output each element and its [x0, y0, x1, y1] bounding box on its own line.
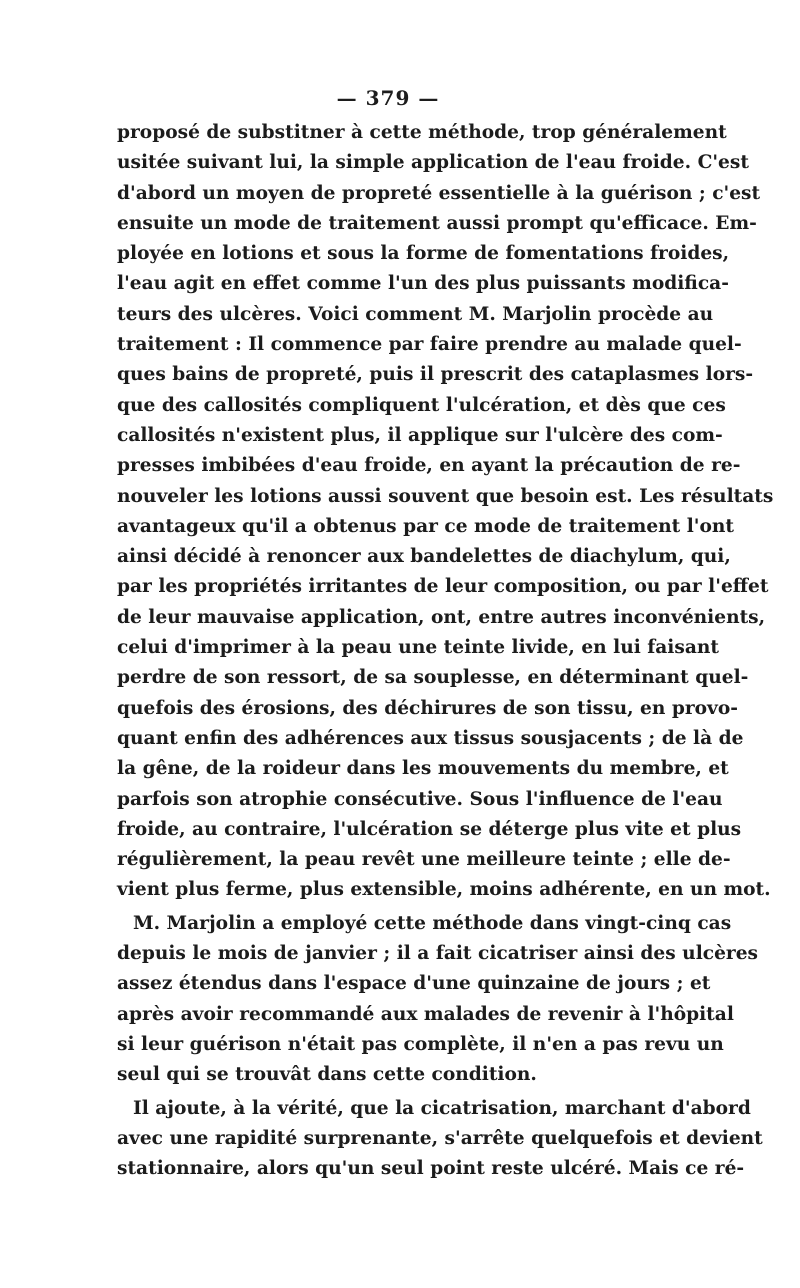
text-line: vient plus ferme, plus extensible, moins adhérente, en un mot.: [117, 879, 771, 901]
text-line: avantageux qu'il a obtenus par ce mode de traitement l'ont: [117, 515, 734, 537]
text-line: celui d'imprimer à la peau une teinte livide, en lui faisant: [117, 637, 719, 659]
text-line: stationnaire, alors qu'un seul point reste ulcéré. Mais ce ré-: [117, 1158, 745, 1180]
text-line: la gêne, de la roideur dans les mouvements du membre, et: [117, 758, 729, 780]
paragraph: [117, 909, 759, 1091]
text-line: avec une rapidité surprenante, s'arrête quelquefois et devient: [117, 1127, 763, 1149]
text-line: depuis le mois de janvier ; il a fait cicatriser ainsi des ulcères: [117, 943, 759, 965]
text-line: traitement : Il commence par faire prendre au malade quel-: [117, 334, 742, 356]
text-line: l'eau agit en effet comme l'un des plus puissants modifica-: [117, 273, 729, 295]
text-line: seul qui se trouvât dans cette condition.: [117, 1064, 537, 1086]
text-line: ques bains de propreté, puis il prescrit des cataplasmes lors-: [117, 364, 754, 386]
text-line: ensuite un mode de traitement aussi prompt qu'efficace. Em-: [117, 212, 757, 234]
body-text: [117, 118, 774, 1184]
text-line: quefois des érosions, des déchirures de son tissu, en provo-: [117, 697, 738, 719]
page-number: — 379 —: [336, 86, 440, 110]
text-line: M. Marjolin a employé cette méthode dans vingt-cinq cas: [133, 912, 732, 934]
text-line: que des callosités compliquent l'ulcération, et dès que ces: [117, 394, 726, 416]
text-line: de leur mauvaise application, ont, entre autres inconvénients,: [117, 606, 766, 628]
text-line: teurs des ulcères. Voici comment M. Marjolin procède au: [117, 303, 714, 325]
text-line: proposé de substitner à cette méthode, trop généralement: [117, 122, 727, 143]
text-line: si leur guérison n'était pas complète, il n'en a pas revu un: [117, 1033, 724, 1055]
text-line: par les propriétés irritantes de leur composition, ou par l'effet: [117, 576, 769, 598]
text-line: usitée suivant lui, la simple application de l'eau froide. C'est: [117, 152, 749, 174]
text-line: froide, au contraire, l'ulcération se déterge plus vite et plus: [117, 818, 742, 840]
text-line: ainsi décidé à renoncer aux bandelettes de diachylum, qui,: [117, 546, 731, 568]
text-line: parfois son atrophie consécutive. Sous l'influence de l'eau: [117, 788, 723, 810]
text-line: d'abord un moyen de propreté essentielle à la guérison ; c'est: [117, 182, 761, 204]
text-line: Il ajoute, à la vérité, que la cicatrisation, marchant d'abord: [133, 1097, 751, 1119]
text-line: quant enfin des adhérences aux tissus sousjacents ; de là de: [117, 727, 744, 749]
text-line: perdre de son ressort, de sa souplesse, en déterminant quel-: [117, 667, 749, 689]
text-line: callosités n'existent plus, il applique sur l'ulcère des com-: [117, 424, 723, 446]
text-line: nouveler les lotions aussi souvent que besoin est. Les résultats: [117, 485, 774, 507]
text-line: ployée en lotions et sous la forme de fomentations froides,: [117, 243, 730, 265]
paragraph: [117, 118, 774, 906]
text-line: assez étendus dans l'espace d'une quinzaine de jours ; et: [117, 973, 711, 995]
text-line: presses imbibées d'eau froide, en ayant la précaution de re-: [117, 455, 741, 477]
text-line: régulièrement, la peau revêt une meilleure teinte ; elle de-: [117, 849, 731, 871]
paragraph: [117, 1094, 763, 1185]
text-line: après avoir recommandé aux malades de revenir à l'hôpital: [117, 1003, 734, 1025]
